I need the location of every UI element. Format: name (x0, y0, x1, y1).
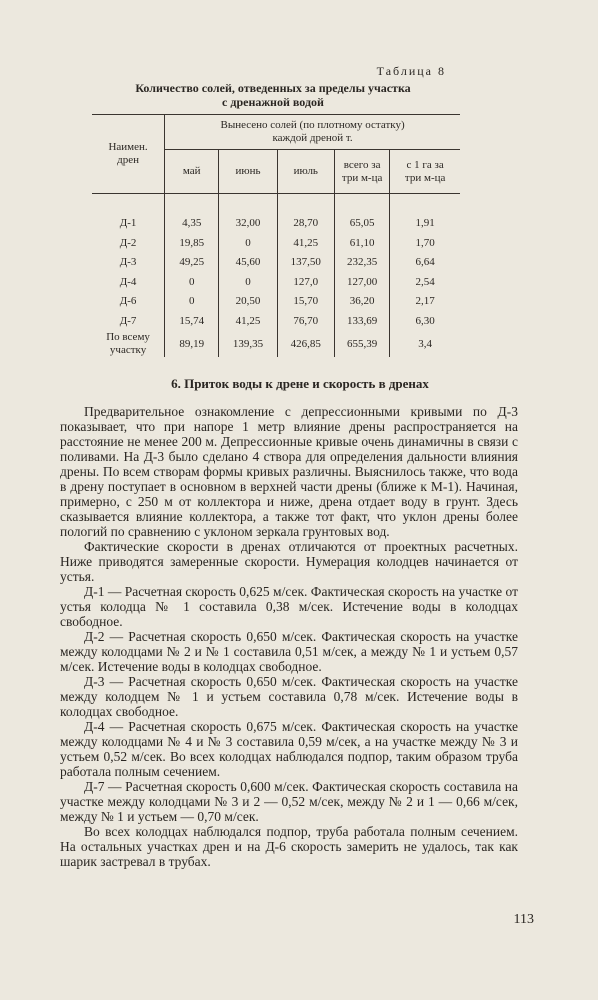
section-title: 6. Приток воды к дрене и скорость в дренах (171, 376, 429, 391)
row-name: Д-7 (92, 311, 165, 331)
table-row (92, 233, 460, 253)
cell: 19,85 (165, 233, 219, 253)
body-text (60, 404, 518, 869)
row-name: Д-3 (92, 253, 165, 273)
header-per-hectare (390, 150, 460, 194)
salt-removal-table (92, 114, 460, 357)
table-row (92, 311, 460, 331)
cell: 45,60 (219, 253, 277, 273)
cell: 49,25 (165, 253, 219, 273)
header-drain-name-line-1: Наимен. (108, 141, 148, 153)
cell: 20,50 (219, 292, 277, 312)
header-june: июнь (219, 150, 277, 194)
cell: 0 (165, 272, 219, 292)
cell: 2,54 (415, 275, 435, 288)
paragraph: Д-4 — Расчетная скорость 0,675 м/сек. Фактическая скорость на участке между колодцами № 4 и № 3 составила 0,59 м/сек, а на участке между № 3 и устьем 0,52 м/сек. Во всех колодцах наблюдался подпор, таким образом труба работала полным сечением. (60, 719, 518, 779)
cell: 76,70 (277, 311, 334, 331)
paragraph: Предварительное ознакомление с депрессионными кривыми по Д-3 показывает, что при напоре 1 метр влияние дрены распространяется на расстояние не менее 200 м. Депрессионные кривые очень динамичны в связи с поливами. На Д-3 было сделано 4 створа для определения дальности влияния дрены. По всем створам формы кривых различны. Выяснилось также, что вода в дрену поступает в основном в верхней части дрены (ближе к М-1). Начиная, примерно, с 250 м от коллектора и ниже, дрена отдает воду в грунт. Здесь сказывается влияние коллектора, а также тот факт, что уклон дрены более пологий по сравнению с уклоном зеркала грунтовых вод. (60, 404, 518, 539)
cell: 4,35 (165, 214, 219, 234)
cell: 139,35 (219, 331, 277, 357)
cell: 6,64 (415, 256, 435, 269)
table-total-row (92, 331, 460, 357)
header-per-hectare-line-1: с 1 га за (406, 158, 444, 171)
row-name: Д-6 (92, 292, 165, 312)
cell: 15,74 (165, 311, 219, 331)
cell: 0 (219, 233, 277, 253)
table-caption-line-1: Количество солей, отведенных за пределы участка (135, 81, 411, 95)
table-caption (88, 81, 458, 109)
cell: 127,0 (277, 272, 334, 292)
cell: 232,35 (334, 253, 389, 273)
table-row (92, 272, 460, 292)
table-row (92, 214, 460, 234)
header-total-3-months (334, 150, 389, 194)
cell: 32,00 (219, 214, 277, 234)
cell: 61,10 (334, 233, 389, 253)
cell: 3,4 (418, 337, 433, 350)
header-total-line-2: три м-ца (341, 171, 383, 184)
cell: 41,25 (219, 311, 277, 331)
table-row (92, 253, 460, 273)
cell: 133,69 (334, 311, 389, 331)
total-row-name (92, 331, 165, 357)
paragraph: Д-2 — Расчетная скорость 0,650 м/сек. Фактическая скорость на участке между колодцами № 2 и № 1 составила 0,51 м/сек, а между № 1 и устьем 0,57 м/сек. Истечение воды в колодцах свободное. (60, 629, 518, 674)
header-total-line-1: всего за (343, 158, 381, 171)
row-name: Д-1 (92, 214, 165, 234)
header-salt-removed-line-1: Вынесено солей (по плотному остатку) (220, 119, 405, 131)
header-july: июль (277, 150, 334, 194)
cell: 127,00 (334, 272, 389, 292)
paragraph: Д-3 — Расчетная скорость 0,650 м/сек. Фактическая скорость на участке между колодцем № 1 и устьем составила 0,78 м/сек. Истечение воды в колодцах свободное. (60, 674, 518, 719)
cell: 1,91 (415, 217, 435, 230)
table-caption-line-2: с дренажной водой (222, 95, 324, 109)
paragraph: Д-7 — Расчетная скорость 0,600 м/сек. Фактическая скорость составила на участке между колодцами № 3 и 2 — 0,52 м/сек, между № 2 и 1 — 0,66 м/сек, между № 1 и устьем — 0,70 м/сек. (60, 779, 518, 824)
row-name: Д-2 (92, 233, 165, 253)
row-name: Д-4 (92, 272, 165, 292)
header-may: май (165, 150, 219, 194)
total-row-name-line-2: участку (109, 343, 147, 356)
page-number: 113 (513, 912, 534, 927)
header-drain-name-line-2: дрен (117, 154, 139, 166)
header-per-hectare-line-2: три м-ца (404, 171, 446, 184)
table-number: Таблица 8 (376, 64, 446, 78)
cell: 41,25 (277, 233, 334, 253)
cell: 2,17 (415, 295, 435, 308)
cell: 15,70 (277, 292, 334, 312)
cell: 6,30 (415, 314, 435, 327)
cell: 0 (165, 292, 219, 312)
cell: 28,70 (277, 214, 334, 234)
total-row-name-line-1: По всему (106, 330, 150, 343)
paragraph: Фактические скорости в дренах отличаются от проектных расчетных. Ниже приводятся замеренные скорости. Нумерация колодцев начинается от устья. (60, 539, 518, 584)
paragraph: Д-1 — Расчетная скорость 0,625 м/сек. Фактическая скорость на участке от устья колодца № 1 составила 0,38 м/сек. Истечение воды в колодцах свободное. (60, 584, 518, 629)
table-row (92, 292, 460, 312)
header-salt-removed (165, 115, 460, 150)
paragraph: Во всех колодцах наблюдался подпор, труба работала полным сечением. На остальных участках дрен и на Д-6 скорость замерить не удалось, так как шарик застревал в трубах. (60, 824, 518, 869)
cell: 426,85 (277, 331, 334, 357)
cell: 0 (219, 272, 277, 292)
cell: 36,20 (334, 292, 389, 312)
cell: 1,70 (415, 236, 435, 249)
header-drain-name (92, 115, 165, 194)
header-salt-removed-line-2: каждой дреной т. (272, 132, 353, 144)
cell: 89,19 (165, 331, 219, 357)
cell: 137,50 (277, 253, 334, 273)
cell: 65,05 (334, 214, 389, 234)
cell: 655,39 (334, 331, 389, 357)
